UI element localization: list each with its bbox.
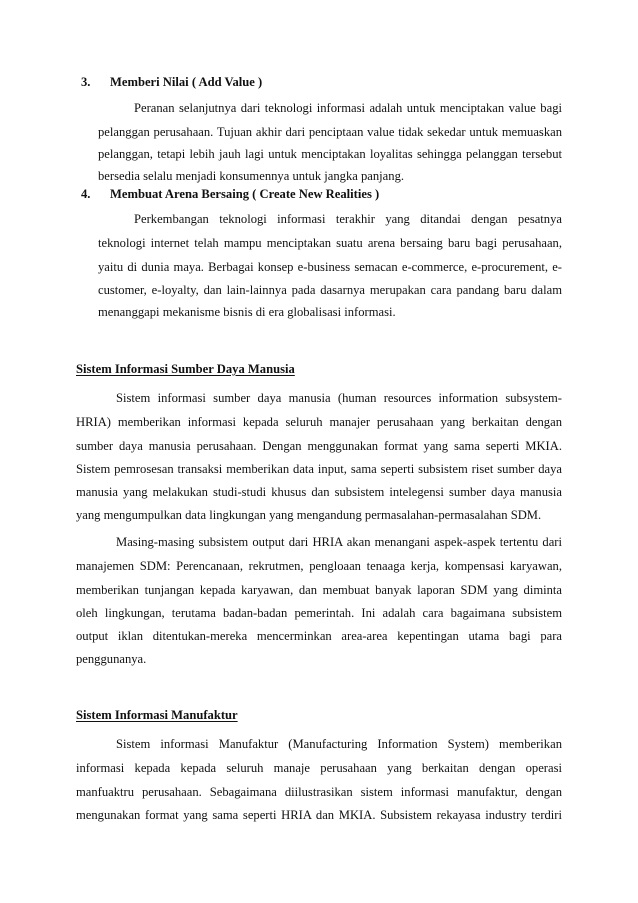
section-4-line-4: customer, e-loyalty, dan lain-lainnya pada dasarnya merupakan cara pandang baru dalam xyxy=(98,283,562,297)
sdm-para2-line-4: oleh lingkungan, terutama badan-badan pemerintah. Ini adalah cara bagaimana subsistem xyxy=(76,606,562,620)
sdm-para1-line-2: HRIA) memberikan informasi kepada seluruh manajer perusahaan yang berkaitan dengan xyxy=(76,415,562,429)
sdm-para1-line-6: yang mengumpulkan data lingkungan yang mengandung permasalahan-permasalahan SDM. xyxy=(76,508,542,522)
section-4-line-3: yaitu di dunia maya. Berbagai konsep e-business semacan e-commerce, e-procurement, e- xyxy=(98,260,562,274)
sdm-para1-line-1: Sistem informasi sumber daya manusia (human resources information subsystem- xyxy=(116,391,562,405)
section-4-number: 4. xyxy=(81,187,91,201)
section-4-heading: Membuat Arena Bersaing ( Create New Realities ) xyxy=(110,187,380,201)
sdm-para2-line-6: penggunanya. xyxy=(76,652,147,666)
manufaktur-para1-line-4: mengunakan format yang sama seperti HRIA dan MKIA. Subsistem rekayasa industry terdiri xyxy=(76,808,562,822)
section-4-line-2: teknologi internet telah mampu menciptakan suatu arena bersaing baru bagi perusahaan, xyxy=(98,236,562,250)
sdm-para1-line-5: manusia yang melakukan studi-studi khusus dan subsistem intelegensi sumber daya manusia xyxy=(76,485,562,499)
section-3-heading: Memberi Nilai ( Add Value ) xyxy=(110,75,263,89)
sdm-para2-line-1: Masing-masing subsistem output dari HRIA akan menangani aspek-aspek tertentu dari xyxy=(116,535,562,549)
section-4-line-5: menanggapi mekanisme bisnis di era globalisasi informasi. xyxy=(98,305,396,319)
section-3-line-4: bersedia selalu menjadi konsumennya untuk jangka panjang. xyxy=(98,169,405,183)
section-3-line-3: pelanggan, tetapi lebih jauh lagi untuk menciptakan loyalitas sehingga pelanggan tersebut xyxy=(98,147,562,161)
sdm-title: Sistem Informasi Sumber Daya Manusia xyxy=(76,362,295,376)
section-3-line-1: Peranan selanjutnya dari teknologi informasi adalah untuk menciptakan value bagi xyxy=(134,101,562,115)
sdm-para2-line-3: memberikan tunjangan kepada karyawan, dan membuat banyak laporan SDM yang diminta xyxy=(76,583,562,597)
section-4-line-1: Perkembangan teknologi informasi terakhir yang ditandai dengan pesatnya xyxy=(134,212,562,226)
sdm-para2-line-5: output iklan ditentukan-mereka mencerminkan area-area kepentingan utama bagi para xyxy=(76,629,562,643)
manufaktur-para1-line-2: informasi kepada kepada seluruh manaje perusahaan yang berkaitan dengan operasi xyxy=(76,761,562,775)
sdm-para2-line-2: manajemen SDM: Perencanaan, rekrutmen, pengloaan tenaaga kerja, kompensasi karyawan, xyxy=(76,559,562,573)
sdm-para1-line-4: Sistem pemrosesan transaksi memberikan data input, sama seperti subsistem riset sumber daya xyxy=(76,462,562,476)
sdm-para1-line-3: sumber daya manusia perusahaan. Dengan menggunakan format yang sama seperti MKIA. xyxy=(76,439,562,453)
manufaktur-title: Sistem Informasi Manufaktur xyxy=(76,708,238,722)
section-3-line-2: pelanggan perusahaan. Tujuan akhir dari penciptaan value tidak sekedar untuk memuaskan xyxy=(98,125,562,139)
manufaktur-para1-line-3: manfuaktru perusahaan. Sebagaimana diilustrasikan sistem informasi manufaktur, dengan xyxy=(76,785,562,799)
manufaktur-para1-line-1: Sistem informasi Manufaktur (Manufacturing Information System) memberikan xyxy=(116,737,562,751)
section-3-number: 3. xyxy=(81,75,91,89)
